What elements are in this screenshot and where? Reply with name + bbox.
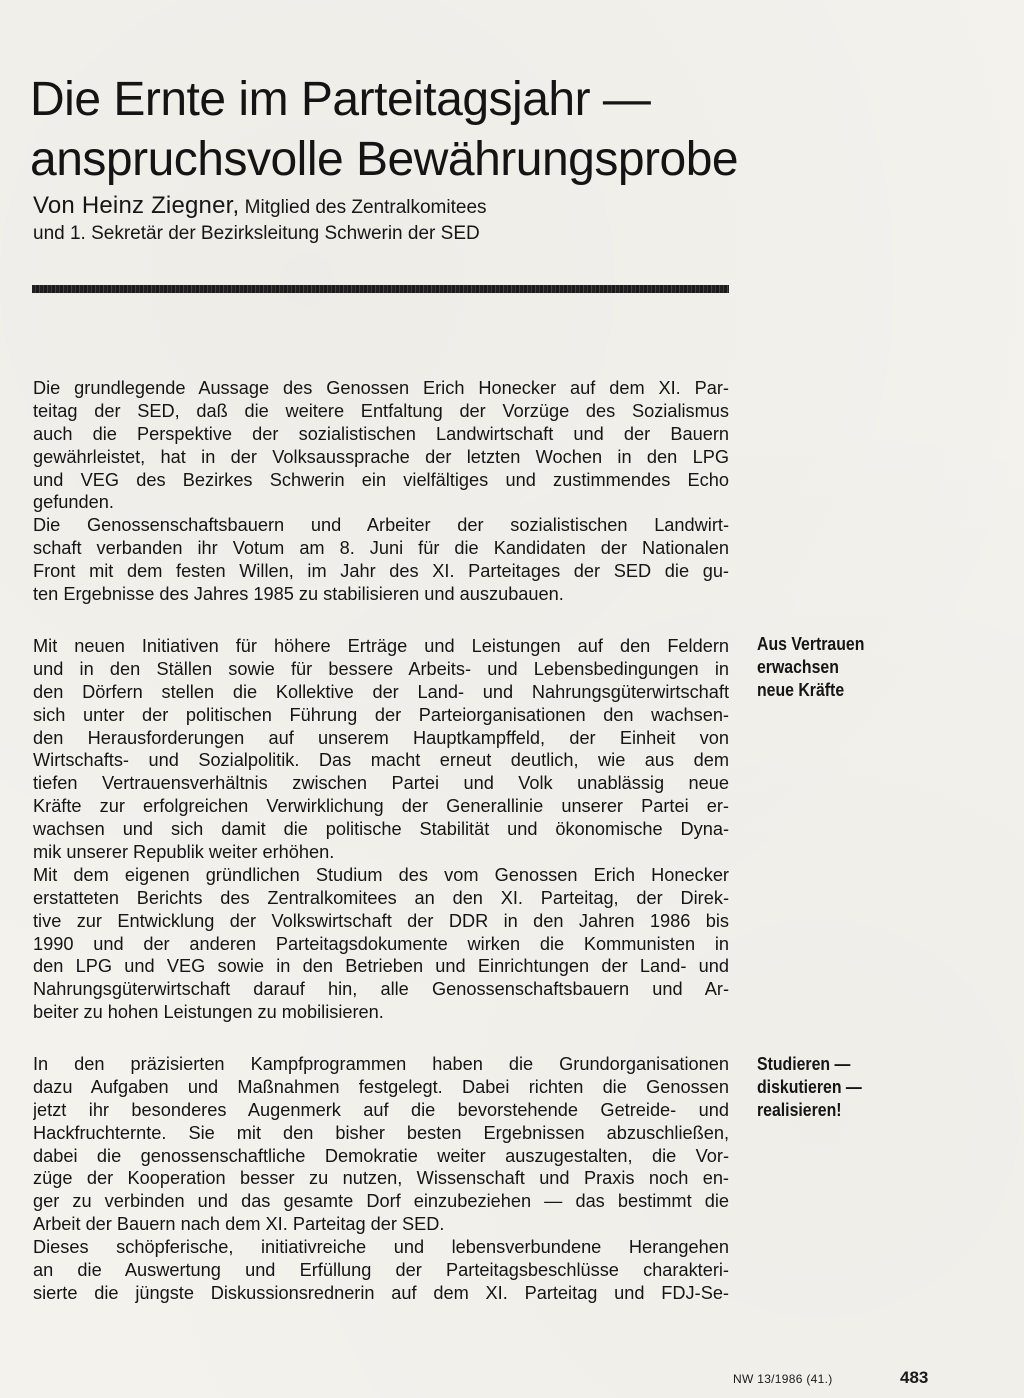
text-line: und VEG des Bezirkes Schwerin ein vielfältiges und zustimmendes Echo: [33, 469, 729, 490]
author-role: Mitglied des Zentralkomitees: [239, 197, 487, 218]
author-name: Von Heinz Ziegner,: [33, 192, 240, 219]
side-heading-line: neue Kräfte: [757, 680, 845, 700]
text-line: Nahrungsgüterwirtschaft darauf hin, alle Genossenschaftsbauern und Ar-: [33, 979, 729, 1000]
text-line: und in den Ställen sowie für bessere Arbeits- und Lebensbedingungen in: [33, 658, 729, 679]
text-line: beiter zu hohen Leistungen zu mobilisieren.: [33, 1002, 384, 1023]
side-heading-line: erwachsen: [757, 657, 839, 677]
byline-line: und 1. Sekretär der Bezirksleitung Schwerin der SED: [33, 223, 480, 244]
text-line: Dieses schöpferische, initiativreiche und lebensverbundene Herangehen: [33, 1237, 729, 1258]
text-line: züge der Kooperation besser zu nutzen, Wissenschaft und Praxis noch en-: [33, 1168, 729, 1189]
side-heading: [757, 633, 889, 702]
paragraph: [33, 377, 729, 606]
side-heading-line: Studieren —: [757, 1054, 851, 1074]
side-heading: [757, 1053, 889, 1122]
text-line: gewährleistet, hat in der Volksaussprache der letzten Wochen in den LPG: [33, 446, 729, 467]
text-line: dazu Aufgaben und Maßnahmen festgelegt. Dabei richten die Genossen: [33, 1076, 729, 1097]
byline: [33, 193, 733, 247]
text-line: den Herausforderungen auf unserem Hauptkampffeld, der Einheit von: [33, 727, 729, 748]
text-line: Die grundlegende Aussage des Genossen Erich Honecker auf dem XI. Par-: [33, 378, 729, 398]
text-line: Hackfruchternte. Sie mit den bisher besten Ergebnissen abzuschließen,: [33, 1122, 729, 1143]
text-line: 1990 und der anderen Parteitagsdokumente wirken die Kommunisten in: [33, 933, 729, 954]
text-line: schaft verbanden ihr Votum am 8. Juni für die Kandidaten der Nationalen: [33, 538, 729, 559]
text-line: ten Ergebnisse des Jahres 1985 zu stabilisieren und auszubauen.: [33, 584, 564, 605]
text-line: Front mit dem festen Willen, im Jahr des XI. Parteitages der SED die gu-: [33, 561, 729, 582]
text-line: Die Genossenschaftsbauern und Arbeiter der sozialistischen Landwirt-: [33, 515, 729, 536]
text-line: tive zur Entwicklung der Volkswirtschaft der DDR in den Jahren 1986 bis: [33, 910, 729, 931]
text-line: ger zu verbinden und das gesamte Dorf einzubeziehen — das bestimmt die: [33, 1191, 729, 1212]
text-line: sierte die jüngste Diskussionsrednerin auf dem XI. Parteitag und FDJ-Se-: [33, 1282, 729, 1303]
text-line: Arbeit der Bauern nach dem XI. Parteitag der SED.: [33, 1214, 445, 1235]
byline-line: [33, 193, 733, 221]
text-line: teitag der SED, daß die weitere Entfaltung der Vorzüge des Sozialismus: [33, 400, 729, 421]
text-line: Mit neuen Initiativen für höhere Erträge und Leistungen auf den Feldern: [33, 636, 729, 656]
paragraph: [33, 1053, 729, 1305]
text-line: auch die Perspektive der sozialistischen Landwirtschaft und der Bauern: [33, 423, 729, 444]
side-heading-line: diskutieren —: [757, 1077, 862, 1097]
text-line: mik unserer Republik weiter erhöhen.: [33, 842, 335, 863]
article-title: [30, 70, 910, 190]
paragraph: [33, 635, 729, 1024]
title-line: Die Ernte im Parteitagsjahr —: [30, 73, 651, 126]
text-line: an die Auswertung und Erfüllung der Parteitagsbeschlüsse charakteri-: [33, 1260, 729, 1281]
side-heading-line: realisieren!: [757, 1100, 842, 1120]
issue-reference: NW 13/1986 (41.): [733, 1372, 833, 1386]
text-line: sich unter der politischen Führung der Parteiorganisationen den wachsen-: [33, 704, 729, 725]
text-line: gefunden.: [33, 492, 114, 513]
text-line: dabei die genossenschaftliche Demokratie weiter auszugestalten, die Vor-: [33, 1145, 729, 1166]
title-line: anspruchsvolle Bewährungsprobe: [30, 133, 739, 186]
text-line: Wirtschafts- und Sozialpolitik. Das macht erneut deutlich, wie aus dem: [33, 750, 729, 771]
text-line: den Dörfern stellen die Kollektive der Land- und Nahrungsgüterwirtschaft: [33, 681, 729, 702]
text-line: den LPG und VEG sowie in den Betrieben und Einrichtungen der Land- und: [33, 956, 729, 977]
text-line: wachsen und sich damit die politische Stabilität und ökonomische Dyna-: [33, 819, 729, 840]
text-line: In den präzisierten Kampfprogrammen haben die Grundorganisationen: [33, 1054, 729, 1074]
text-line: Mit dem eigenen gründlichen Studium des vom Genossen Erich Honecker: [33, 864, 729, 885]
text-line: Kräfte zur erfolgreichen Verwirklichung der Generallinie unserer Partei er-: [33, 796, 729, 817]
text-line: tiefen Vertrauensverhältnis zwischen Partei und Volk unablässig neue: [33, 773, 729, 794]
side-heading-line: Aus Vertrauen: [757, 634, 865, 654]
text-line: erstatteten Berichts des Zentralkomitees an den XI. Parteitag, der Direk-: [33, 887, 729, 908]
text-line: jetzt ihr besonderes Augenmerk auf die bevorstehende Getreide- und: [33, 1099, 729, 1120]
title-divider: [32, 285, 729, 293]
page-number: 483: [900, 1368, 929, 1387]
